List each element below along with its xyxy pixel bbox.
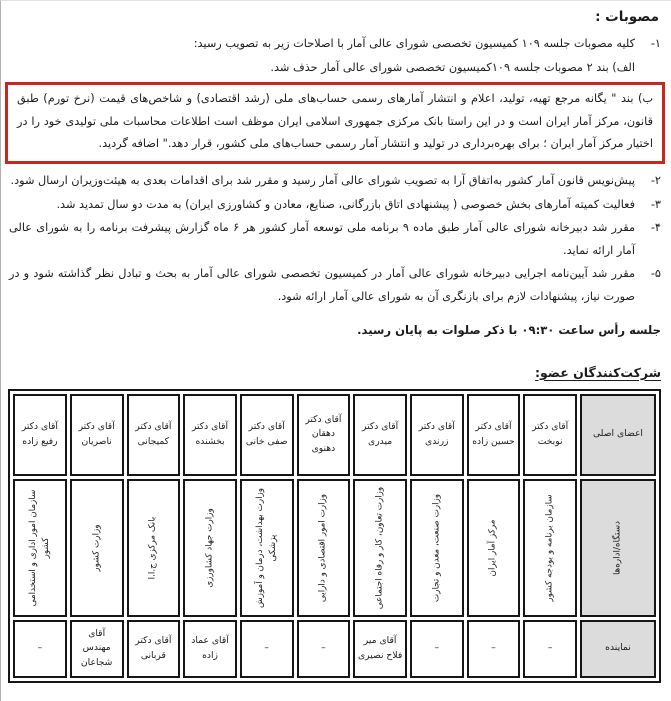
item-number: ۴-: [650, 221, 661, 235]
organization-label: وزارت کشور: [91, 523, 102, 572]
row-header-organizations-label: دستگاه/اداره‌ها: [612, 520, 623, 575]
representative-cell: آقای میر فلاح نصیری: [353, 620, 407, 678]
organization-cell: [523, 479, 577, 617]
sub-item-alef: الف) بند ۲ مصوبات جلسه ۱۰۹کمیسیون تخصصی شورای عالی آمار حذف شد.: [270, 60, 635, 74]
row-header-main-members: اعضای اصلی: [580, 394, 656, 476]
organization-cell: [353, 479, 407, 617]
organization-cell: [240, 479, 294, 617]
list-item-5: [9, 263, 661, 308]
item-text: فعالیت کمیته آمارهای بخش خصوصی ( پیشنهادی اتاق بازرگانی، صنایع، معادن و کشاورزی ایران) به مدت دو سال تمدید شد.: [56, 197, 635, 211]
item-text: مقرر شد دبیرخانه شورای عالی آمار طبق ماده ۹ برنامه ملی توسعه آمار کشور هر ۶ ماه گزارش پیشرفت برنامه را به شورای عالی آمار ارائه نماید.: [9, 221, 635, 257]
member-name-cell: آقای دکتر حسین زاده: [467, 394, 521, 476]
member-name-cell: آقای دکتر میدری: [353, 394, 407, 476]
item-text: کلیه مصوبات جلسه ۱۰۹ کمیسیون تخصصی شورای عالی آمار با اصلاحات زیر به تصویب رسید:: [193, 37, 635, 50]
organization-cell: [13, 479, 67, 617]
participants-table: [8, 389, 661, 683]
item-text: پیش‌نویس قانون آمار کشور به‌اتفاق آرا به تصویب شورای عالی آمار رسید و مقرر شد برای اقدامات بعدی به هیئت‌وزیران ارسال شود.: [10, 173, 635, 187]
item-number: ۵-: [650, 267, 661, 281]
member-name-cell: آقای دکتر کمیجانی: [127, 394, 181, 476]
session-closing-note: جلسه رأس ساعت ۰۹:۳۰ با ذکر صلوات به پایان رسید.: [357, 322, 661, 337]
organization-label: سازمان برنامه و بودجه کشور: [544, 493, 555, 602]
organization-cell: [410, 479, 464, 617]
representative-cell: –: [13, 620, 67, 678]
row-header-representative: نماینده: [580, 620, 656, 678]
list-item-3: [9, 194, 661, 217]
organization-cell: [467, 479, 521, 617]
representative-cell: آقای دکتر قربانی: [127, 620, 181, 678]
list-item-2: [9, 170, 661, 193]
highlight-box: [5, 82, 665, 164]
table-row-representatives: [13, 620, 656, 678]
representative-cell: –: [410, 620, 464, 678]
representative-cell: –: [240, 620, 294, 678]
organization-label: وزارت جهاد کشاورزی: [204, 507, 215, 588]
organization-label: وزارت بهداشت، درمان و آموزش پزشکی: [254, 487, 278, 608]
organization-label: وزارت صنعت، معدن و تجارت: [431, 493, 442, 602]
list-item-1: [9, 33, 661, 56]
row-header-organizations: [580, 479, 656, 617]
organization-cell: [183, 479, 237, 617]
organization-label: بانک مرکزی ج.ا.ا: [147, 516, 158, 579]
item-number: ۱-: [650, 37, 661, 50]
participants-heading: شرکت‌کنندگان عضو:: [535, 364, 661, 380]
sub-item-be-highlighted: ب) بند " یگانه مرجع تهیه، تولید، اعلام و انتشار آمارهای رسمی حساب‌های ملی (رشد اقتصادی) و شاخص‌های قیمت (نرخ تورم) طبق قانون، مرکز آمار ایران است و در این راستا بانک مرکزی جمهوری اسلامی ایران موظف است اطلاعات محاسبات ملی تولیدی خود را در اختیار مرکز آمار ایران ؛ برای بهره‌برداری در تولید و انتشار آمار رسمی حساب‌های ملی کشور، قرار دهد." اضافه گردید.: [17, 92, 653, 151]
organization-label: سازمان امور اداری و استخدامی کشور: [27, 489, 51, 606]
item-number: ۲-: [650, 173, 661, 187]
organization-cell: [127, 479, 181, 617]
member-name-cell: آقای دکتر رفیع زاده: [13, 394, 67, 476]
item-number: ۳-: [650, 197, 661, 211]
organization-label: وزارت امور اقتصادی و دارایی: [317, 493, 328, 602]
member-name-cell: آقای دکتر بخشنده: [183, 394, 237, 476]
list-item-4: [9, 217, 661, 262]
representative-cell: آقای مهندس شجاعان: [70, 620, 124, 678]
item-text: مقرر شد آیین‌نامه اجرایی دبیرخانه شورای عالی آمار در کمیسیون تخصصی شورای عالی آمار به بحث و تبادل نظر گذاشته شود و در صورت نیاز، پیشنهادات لازم برای بازنگری آن به شورای عالی آمار ارائه شود.: [9, 267, 635, 303]
member-name-cell: آقای دکتر ناصریان: [70, 394, 124, 476]
organization-cell: [70, 479, 124, 617]
table-row-organizations: [13, 479, 656, 617]
representative-cell: آقای عماد زاده: [183, 620, 237, 678]
organization-cell: [297, 479, 351, 617]
table-row-members: [13, 394, 656, 476]
page-title: مصوبات :: [595, 9, 659, 25]
member-name-cell: آقای دکتر نوبخت: [523, 394, 577, 476]
representative-cell: –: [467, 620, 521, 678]
organization-label: مرکز آمار ایران: [487, 519, 498, 576]
member-name-cell: آقای دکتر صفی خانی: [240, 394, 294, 476]
representative-cell: –: [523, 620, 577, 678]
organization-label: وزارت تعاون، کار و رفاه اجتماعی: [374, 486, 385, 609]
member-name-cell: آقای دکتر زرندی: [410, 394, 464, 476]
representative-cell: –: [297, 620, 351, 678]
member-name-cell: آقای دکتر دهقان دهنوی: [297, 394, 351, 476]
